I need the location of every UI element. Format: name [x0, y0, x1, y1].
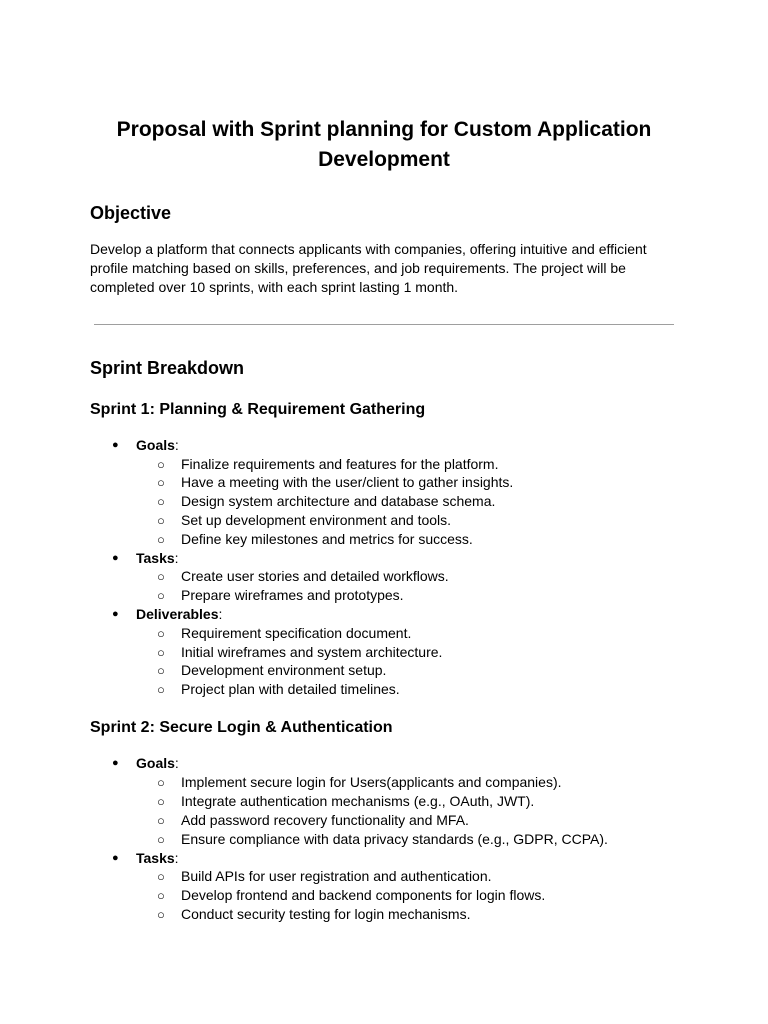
label-colon: :	[174, 550, 179, 566]
document-title: Proposal with Sprint planning for Custom Application Development	[116, 118, 652, 171]
bullet-icon: ●	[112, 852, 119, 864]
deliverables-label: Deliverables	[136, 606, 219, 622]
sub-bullet-icon: ○	[157, 813, 165, 828]
list-item-text: Create user stories and detailed workflows.	[181, 568, 449, 584]
sub-bullet-icon: ○	[157, 775, 165, 790]
sprint-breakdown-heading: Sprint Breakdown	[90, 358, 245, 378]
list-item-text: Development environment setup.	[181, 662, 387, 678]
list-item-text: Ensure compliance with data privacy standards (e.g., GDPR, CCPA).	[181, 831, 608, 847]
sub-bullet-icon: ○	[157, 907, 165, 922]
sub-bullet-icon: ○	[157, 494, 165, 509]
sub-bullet-icon: ○	[157, 569, 165, 584]
sub-bullet-icon: ○	[157, 532, 165, 547]
bullet-icon: ●	[112, 608, 119, 620]
list-item-text: Develop frontend and backend components for login flows.	[181, 887, 546, 903]
sub-bullet-icon: ○	[157, 869, 165, 884]
label-colon: :	[218, 606, 223, 622]
horizontal-divider	[94, 324, 674, 325]
goals-label: Goals	[136, 437, 175, 453]
bullet-icon: ●	[112, 439, 119, 451]
list-item-text: Integrate authentication mechanisms (e.g., OAuth, JWT).	[181, 793, 535, 809]
label-colon: :	[174, 850, 179, 866]
objective-heading: Objective	[90, 203, 172, 223]
label-colon: :	[174, 437, 179, 453]
sub-bullet-icon: ○	[157, 794, 165, 809]
list-item-text: Project plan with detailed timelines.	[181, 681, 400, 697]
label-colon: :	[174, 755, 179, 771]
sub-bullet-icon: ○	[157, 513, 165, 528]
goals-label: Goals	[136, 755, 175, 771]
list-item-text: Build APIs for user registration and authentication.	[181, 868, 492, 884]
objective-paragraph: Develop a platform that connects applicants with companies, offering intuitive and efficient profile matching based on skills, preferences, and job requirements. The project will be completed over 10 sprints, with each sprint lasting 1 month.	[90, 241, 647, 295]
list-item-text: Conduct security testing for login mechanisms.	[181, 906, 471, 922]
list-item-text: Define key milestones and metrics for success.	[181, 531, 473, 547]
list-item-text: Add password recovery functionality and MFA.	[181, 812, 469, 828]
sprint-2-heading: Sprint 2: Secure Login & Authentication	[90, 719, 393, 736]
sub-bullet-icon: ○	[157, 682, 165, 697]
list-item-text: Design system architecture and database schema.	[181, 493, 496, 509]
sub-bullet-icon: ○	[157, 663, 165, 678]
list-item-text: Set up development environment and tools.	[181, 512, 452, 528]
sub-bullet-icon: ○	[157, 588, 165, 603]
list-item-text: Implement secure login for Users(applicants and companies).	[181, 774, 562, 790]
list-item-text: Requirement specification document.	[181, 625, 412, 641]
sub-bullet-icon: ○	[157, 475, 165, 490]
tasks-label: Tasks	[136, 550, 175, 566]
list-item-text: Finalize requirements and features for the platform.	[181, 456, 499, 472]
tasks-label: Tasks	[136, 850, 175, 866]
list-item-text: Initial wireframes and system architecture.	[181, 644, 443, 660]
sub-bullet-icon: ○	[157, 457, 165, 472]
sub-bullet-icon: ○	[157, 888, 165, 903]
list-item-text: Have a meeting with the user/client to gather insights.	[181, 474, 514, 490]
bullet-icon: ●	[112, 552, 119, 564]
sub-bullet-icon: ○	[157, 645, 165, 660]
bullet-icon: ●	[112, 757, 119, 769]
sub-bullet-icon: ○	[157, 832, 165, 847]
list-item-text: Prepare wireframes and prototypes.	[181, 587, 404, 603]
sprint-1-heading: Sprint 1: Planning & Requirement Gathering	[90, 401, 426, 418]
sub-bullet-icon: ○	[157, 626, 165, 641]
